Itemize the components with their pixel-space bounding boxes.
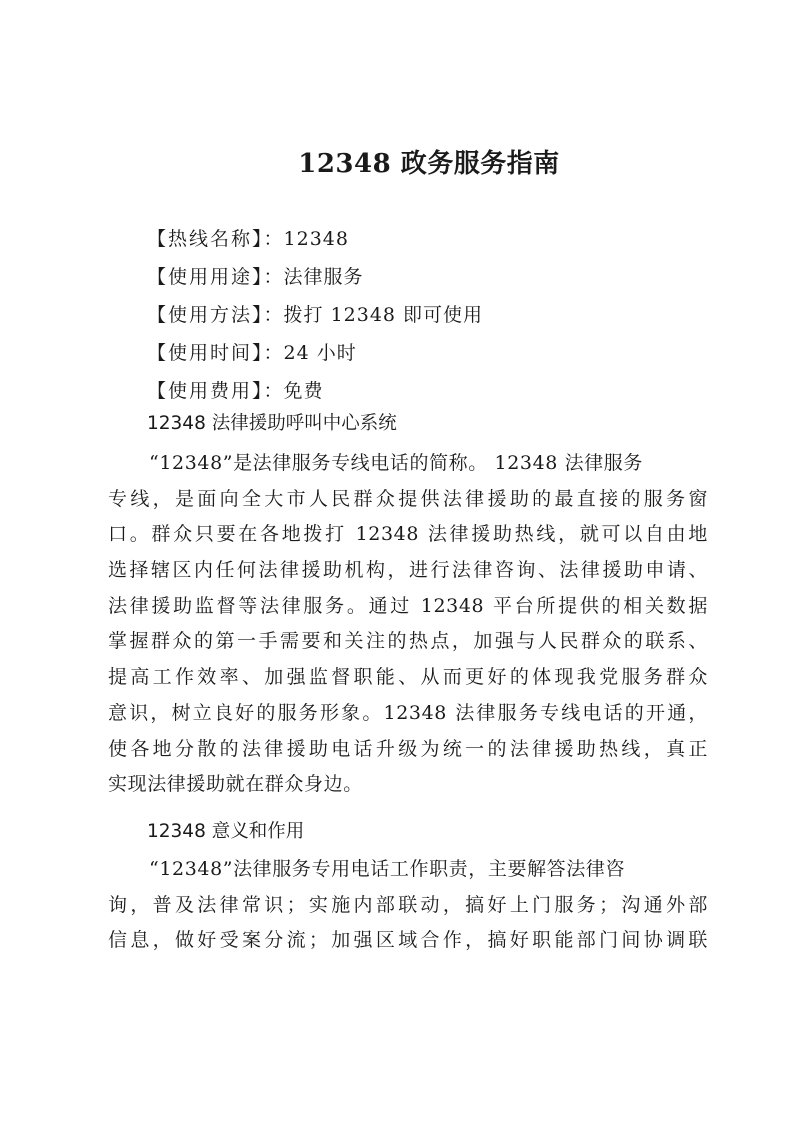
info-label: 【使用方法】 — [147, 304, 264, 326]
paragraph-line: 询，普及法律常识；实施内部联动，搞好上门服务；沟通外部 — [108, 893, 708, 916]
info-label: 【使用时间】 — [147, 342, 264, 364]
info-value: 12348 — [283, 228, 349, 250]
paragraph-line: 意识，树立良好的服务形象。12348 法律服务专线电话的开通， — [108, 701, 708, 724]
info-label: 【使用费用】 — [147, 380, 264, 402]
paragraph-line: 选择辖区内任何法律援助机构，进行法律咨询、法律援助申请、 — [108, 559, 708, 582]
paragraph-line: “12348”是法律服务专线电话的简称。 12348 法律服务 — [149, 452, 643, 474]
paragraph-line: 专线，是面向全大市人民群众提供法律援助的最直接的服务窗 — [108, 487, 708, 510]
info-row-hotline-name — [147, 220, 483, 258]
info-row-fee — [147, 372, 483, 410]
info-value: 法律服务 — [283, 266, 364, 288]
info-separator: ： — [263, 266, 284, 288]
info-separator: ： — [263, 304, 284, 326]
paragraph-line: 口。群众只要在各地拨打 12348 法律援助热线，就可以自由地 — [108, 523, 708, 546]
info-separator: ： — [263, 380, 284, 402]
info-value: 拨打 12348 即可使用 — [283, 304, 484, 326]
section-heading-significance: 12348 意义和作用 — [147, 821, 305, 842]
info-separator: ： — [263, 228, 284, 250]
info-row-hours — [147, 334, 483, 372]
paragraph-significance — [108, 852, 708, 959]
section-heading-call-center: 12348 法律援助呼叫中心系统 — [147, 413, 397, 434]
info-row-method — [147, 296, 483, 334]
paragraph-line: “12348”法律服务专用电话工作职责，主要解答法律咨 — [149, 858, 626, 880]
paragraph-line: 信息，做好受案分流；加强区域合作，搞好职能部门间协调联 — [108, 929, 708, 952]
page-title: 12348 政务服务指南 — [298, 149, 560, 179]
info-value: 免费 — [283, 380, 324, 402]
paragraph-line: 实现法律援助就在群众身边。 — [108, 773, 363, 796]
service-info-list — [147, 220, 483, 410]
info-value: 24 小时 — [283, 342, 357, 364]
info-separator: ： — [263, 342, 284, 364]
info-label: 【热线名称】 — [147, 228, 264, 250]
info-label: 【使用用途】 — [147, 266, 264, 288]
info-row-purpose — [147, 258, 483, 296]
paragraph-line: 法律援助监督等法律服务。通过 12348 平台所提供的相关数据 — [108, 594, 708, 617]
paragraph-line: 掌握群众的第一手需要和关注的热点，加强与人民群众的联系、 — [108, 630, 708, 653]
paragraph-call-center-description — [108, 446, 708, 803]
paragraph-line: 使各地分散的法律援助电话升级为统一的法律援助热线，真正 — [108, 737, 708, 760]
paragraph-line: 提高工作效率、加强监督职能、从而更好的体现我党服务群众 — [108, 666, 708, 689]
